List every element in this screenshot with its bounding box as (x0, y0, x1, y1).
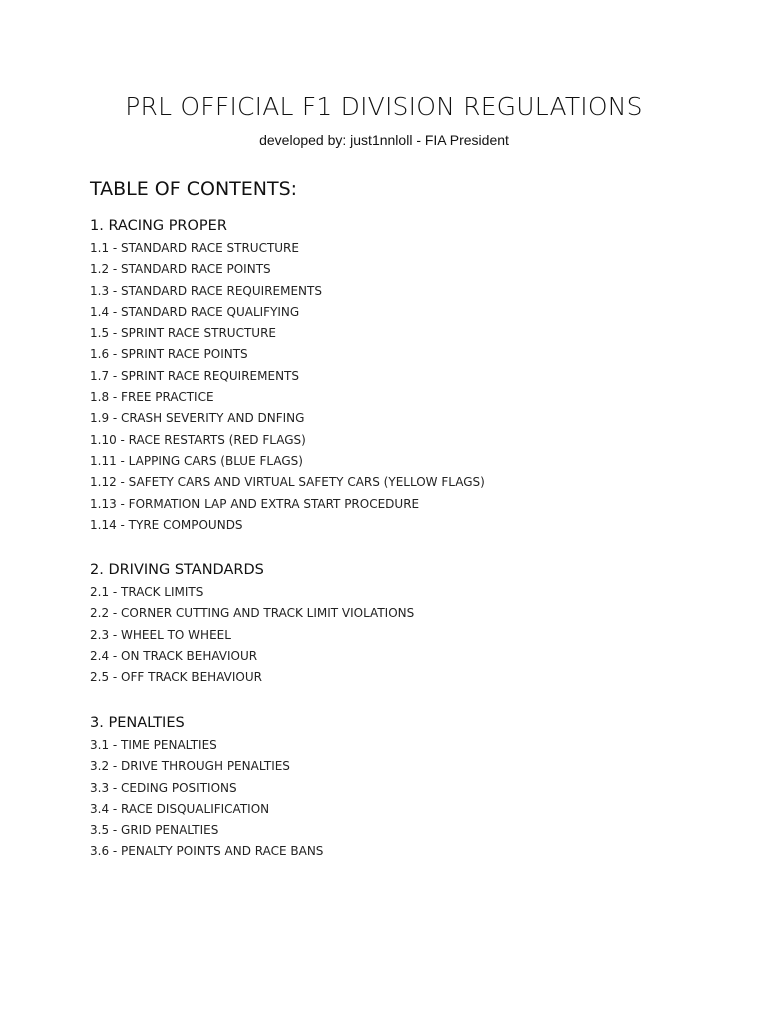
toc-item: 1.8 - FREE PRACTICE (90, 390, 214, 405)
toc-item: 1.13 - FORMATION LAP AND EXTRA START PROCEDURE (90, 496, 420, 511)
toc-item: 3.2 - DRIVE THROUGH PENALTIES (90, 759, 290, 774)
toc-item: 3.5 - GRID PENALTIES (90, 823, 219, 838)
toc-item: 1.10 - RACE RESTARTS (RED FLAGS) (90, 432, 306, 447)
toc-item: 2.4 - ON TRACK BEHAVIOUR (90, 648, 258, 663)
toc-item: 2.3 - WHEEL TO WHEEL (90, 627, 231, 642)
toc-item: 1.5 - SPRINT RACE STRUCTURE (90, 326, 276, 341)
toc-item: 2.5 - OFF TRACK BEHAVIOUR (90, 670, 262, 685)
toc-item: 1.14 - TYRE COMPOUNDS (90, 517, 243, 532)
toc-item: 3.3 - CEDING POSITIONS (90, 780, 237, 795)
toc-section-penalties (90, 712, 323, 863)
toc-section-title: 2. DRIVING STANDARDS (90, 562, 264, 578)
toc-item: 2.1 - TRACK LIMITS (90, 585, 204, 599)
toc-item: 1.2 - STANDARD RACE POINTS (90, 262, 271, 277)
toc-item: 1.7 - SPRINT RACE REQUIREMENTS (90, 368, 299, 383)
toc-item: 1.1 - STANDARD RACE STRUCTURE (90, 241, 299, 255)
toc-item-list (90, 582, 414, 688)
toc-item: 3.6 - PENALTY POINTS AND RACE BANS (90, 844, 324, 859)
toc-heading: TABLE OF CONTENTS: (90, 178, 298, 200)
toc-section-title: 1. RACING PROPER (90, 218, 227, 234)
toc-item: 1.9 - CRASH SEVERITY AND DNFING (90, 411, 305, 426)
toc-item: 1.11 - LAPPING CARS (BLUE FLAGS) (90, 453, 303, 468)
toc-item: 1.3 - STANDARD RACE REQUIREMENTS (90, 283, 322, 298)
toc-item: 1.4 - STANDARD RACE QUALIFYING (90, 304, 300, 319)
toc-item: 3.1 - TIME PENALTIES (90, 738, 217, 752)
toc-section-driving-standards (90, 559, 414, 688)
document-subtitle: developed by: just1nnloll - FIA President (259, 132, 509, 148)
toc-item: 3.4 - RACE DISQUALIFICATION (90, 801, 270, 816)
toc-section-racing-proper (90, 215, 485, 536)
toc-section-title: 3. PENALTIES (90, 715, 185, 731)
toc-item: 1.6 - SPRINT RACE POINTS (90, 347, 248, 362)
toc-item-list (90, 735, 323, 863)
toc-item-list (90, 238, 485, 536)
toc-item: 1.12 - SAFETY CARS AND VIRTUAL SAFETY CARS (YELLOW FLAGS) (90, 475, 485, 490)
document-title: PRL OFFICIAL F1 DIVISION REGULATIONS (125, 92, 643, 121)
toc-item: 2.2 - CORNER CUTTING AND TRACK LIMIT VIOLATIONS (90, 606, 415, 621)
